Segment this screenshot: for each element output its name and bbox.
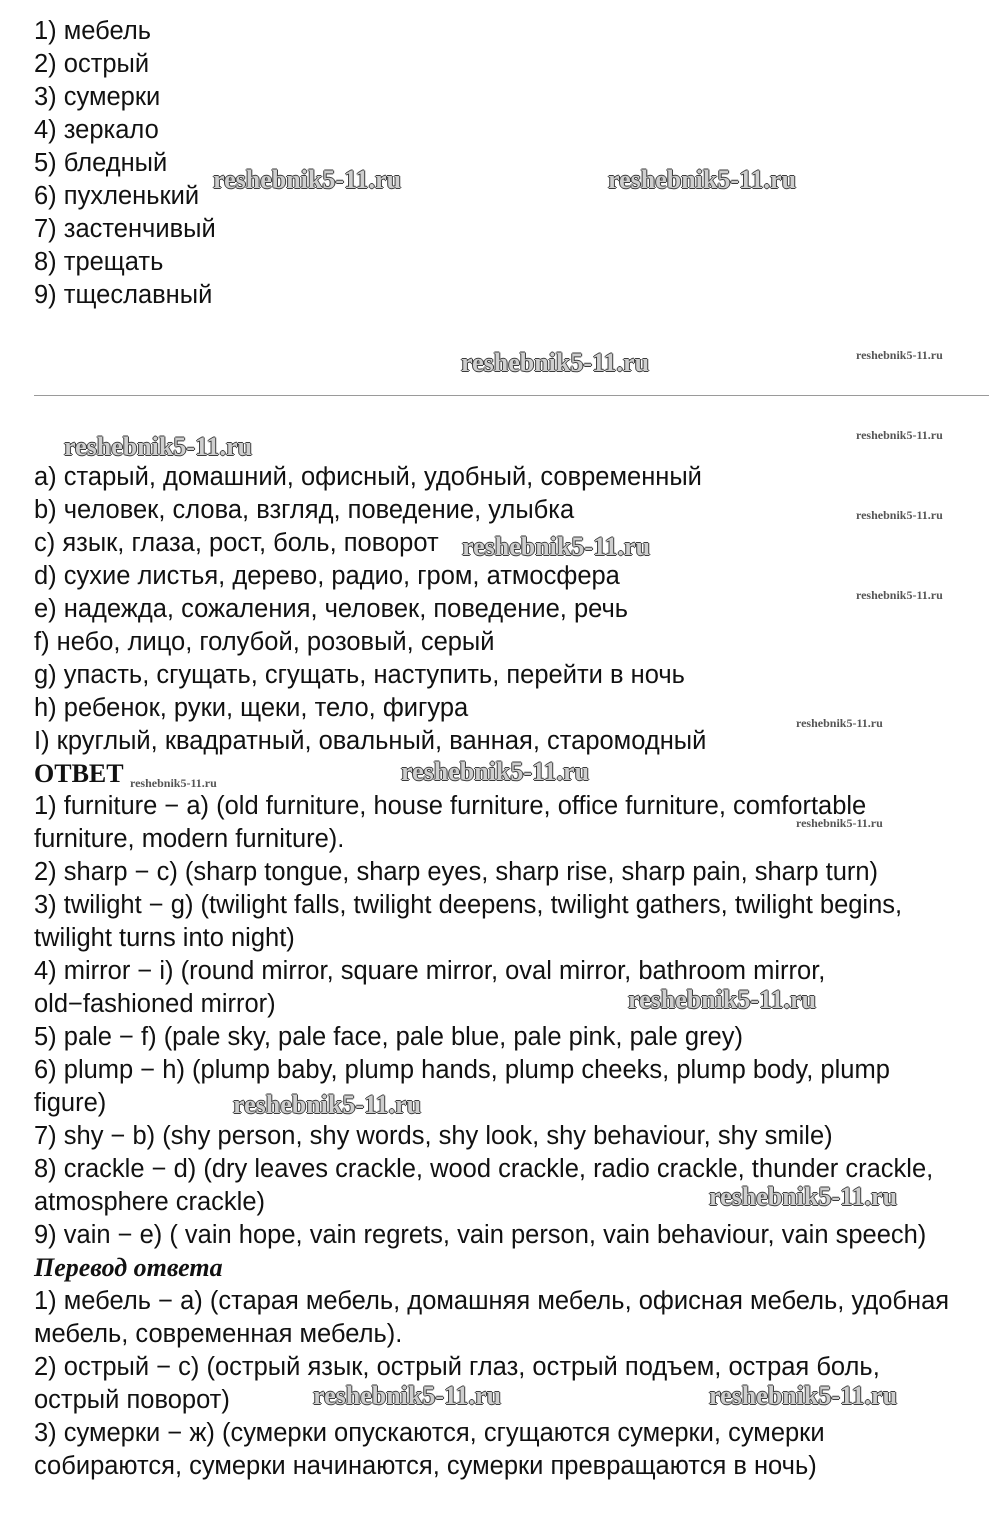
word-item: 9) тщеславный <box>34 281 213 309</box>
translation-line: 3) сумерки − ж) (сумерки опускаются, сгущаются сумерки, сумерки <box>34 1419 825 1447</box>
watermark: reshebnik5-11.ru <box>233 1090 422 1119</box>
translation-line: мебель, современная мебель). <box>34 1320 403 1348</box>
answer-line: old−fashioned mirror) <box>34 990 276 1018</box>
watermark: reshebnik5-11.ru <box>628 985 817 1014</box>
collocation-item: e) надежда, сожаления, человек, поведение, речь <box>34 595 629 623</box>
watermark: reshebnik5-11.ru <box>213 165 402 194</box>
watermark: reshebnik5-11.ru <box>796 716 883 730</box>
collocation-item: h) ребенок, руки, щеки, тело, фигура <box>34 694 469 722</box>
answer-line: furniture, modern furniture). <box>34 825 345 853</box>
answer-line: 1) furniture − a) (old furniture, house furniture, office furniture, comfortable <box>34 792 867 820</box>
word-item: 3) сумерки <box>34 83 161 111</box>
collocation-item: b) человек, слова, взгляд, поведение, улыбка <box>34 496 575 524</box>
answer-line: figure) <box>34 1089 107 1117</box>
collocation-item: d) сухие листья, дерево, радио, гром, атмосфера <box>34 562 620 590</box>
answer-heading: ОТВЕТ <box>34 759 124 788</box>
word-item: 2) острый <box>34 50 150 78</box>
watermark: reshebnik5-11.ru <box>608 165 797 194</box>
watermark: reshebnik5-11.ru <box>462 532 651 561</box>
word-item: 5) бледный <box>34 149 168 177</box>
watermark: reshebnik5-11.ru <box>796 816 883 830</box>
watermark: reshebnik5-11.ru <box>709 1182 898 1211</box>
word-item: 1) мебель <box>34 17 152 45</box>
collocation-item: a) старый, домашний, офисный, удобный, современный <box>34 463 702 491</box>
collocation-item: f) небо, лицо, голубой, розовый, серый <box>34 628 495 656</box>
watermark: reshebnik5-11.ru <box>313 1381 502 1410</box>
section-divider <box>34 395 989 396</box>
watermark: reshebnik5-11.ru <box>130 776 217 790</box>
word-item: 8) трещать <box>34 248 164 276</box>
word-item: 4) зеркало <box>34 116 159 144</box>
word-item: 6) пухленький <box>34 182 200 210</box>
answer-line: atmosphere crackle) <box>34 1188 266 1216</box>
translation-heading: Перевод ответа <box>34 1253 223 1282</box>
answer-line: 4) mirror − i) (round mirror, square mirror, oval mirror, bathroom mirror, <box>34 957 826 985</box>
answer-line: 8) crackle − d) (dry leaves crackle, wood crackle, radio crackle, thunder crackle, <box>34 1155 934 1183</box>
answer-line: 7) shy − b) (shy person, shy words, shy look, shy behaviour, shy smile) <box>34 1122 833 1150</box>
answer-line: 6) plump − h) (plump baby, plump hands, plump cheeks, plump body, plump <box>34 1056 890 1084</box>
answer-line: twilight turns into night) <box>34 924 295 952</box>
word-item: 7) застенчивый <box>34 215 216 243</box>
watermark: reshebnik5-11.ru <box>461 348 650 377</box>
watermark: reshebnik5-11.ru <box>709 1381 898 1410</box>
answer-line: 2) sharp − c) (sharp tongue, sharp eyes, sharp rise, sharp pain, sharp turn) <box>34 858 879 886</box>
watermark: reshebnik5-11.ru <box>856 588 943 602</box>
watermark: reshebnik5-11.ru <box>856 428 943 442</box>
collocation-item: c) язык, глаза, рост, боль, поворот <box>34 529 439 557</box>
answer-line: 3) twilight − g) (twilight falls, twilight deepens, twilight gathers, twilight begins, <box>34 891 903 919</box>
watermark: reshebnik5-11.ru <box>64 432 253 461</box>
watermark: reshebnik5-11.ru <box>401 757 590 786</box>
answer-line: 9) vain − e) ( vain hope, vain regrets, vain person, vain behaviour, vain speech) <box>34 1221 927 1249</box>
watermark: reshebnik5-11.ru <box>856 348 943 362</box>
watermark: reshebnik5-11.ru <box>856 508 943 522</box>
translation-line: 2) острый − с) (острый язык, острый глаз, острый подъем, острая боль, <box>34 1353 880 1381</box>
collocation-item: I) круглый, квадратный, овальный, ванная, старомодный <box>34 727 707 755</box>
translation-line: собираются, сумерки начинаются, сумерки превращаются в ночь) <box>34 1452 817 1480</box>
answer-line: 5) pale − f) (pale sky, pale face, pale blue, pale pink, pale grey) <box>34 1023 743 1051</box>
collocation-item: g) упасть, сгущать, сгущать, наступить, перейти в ночь <box>34 661 685 689</box>
translation-line: острый поворот) <box>34 1386 230 1414</box>
translation-line: 1) мебель − а) (старая мебель, домашняя мебель, офисная мебель, удобная <box>34 1287 950 1315</box>
